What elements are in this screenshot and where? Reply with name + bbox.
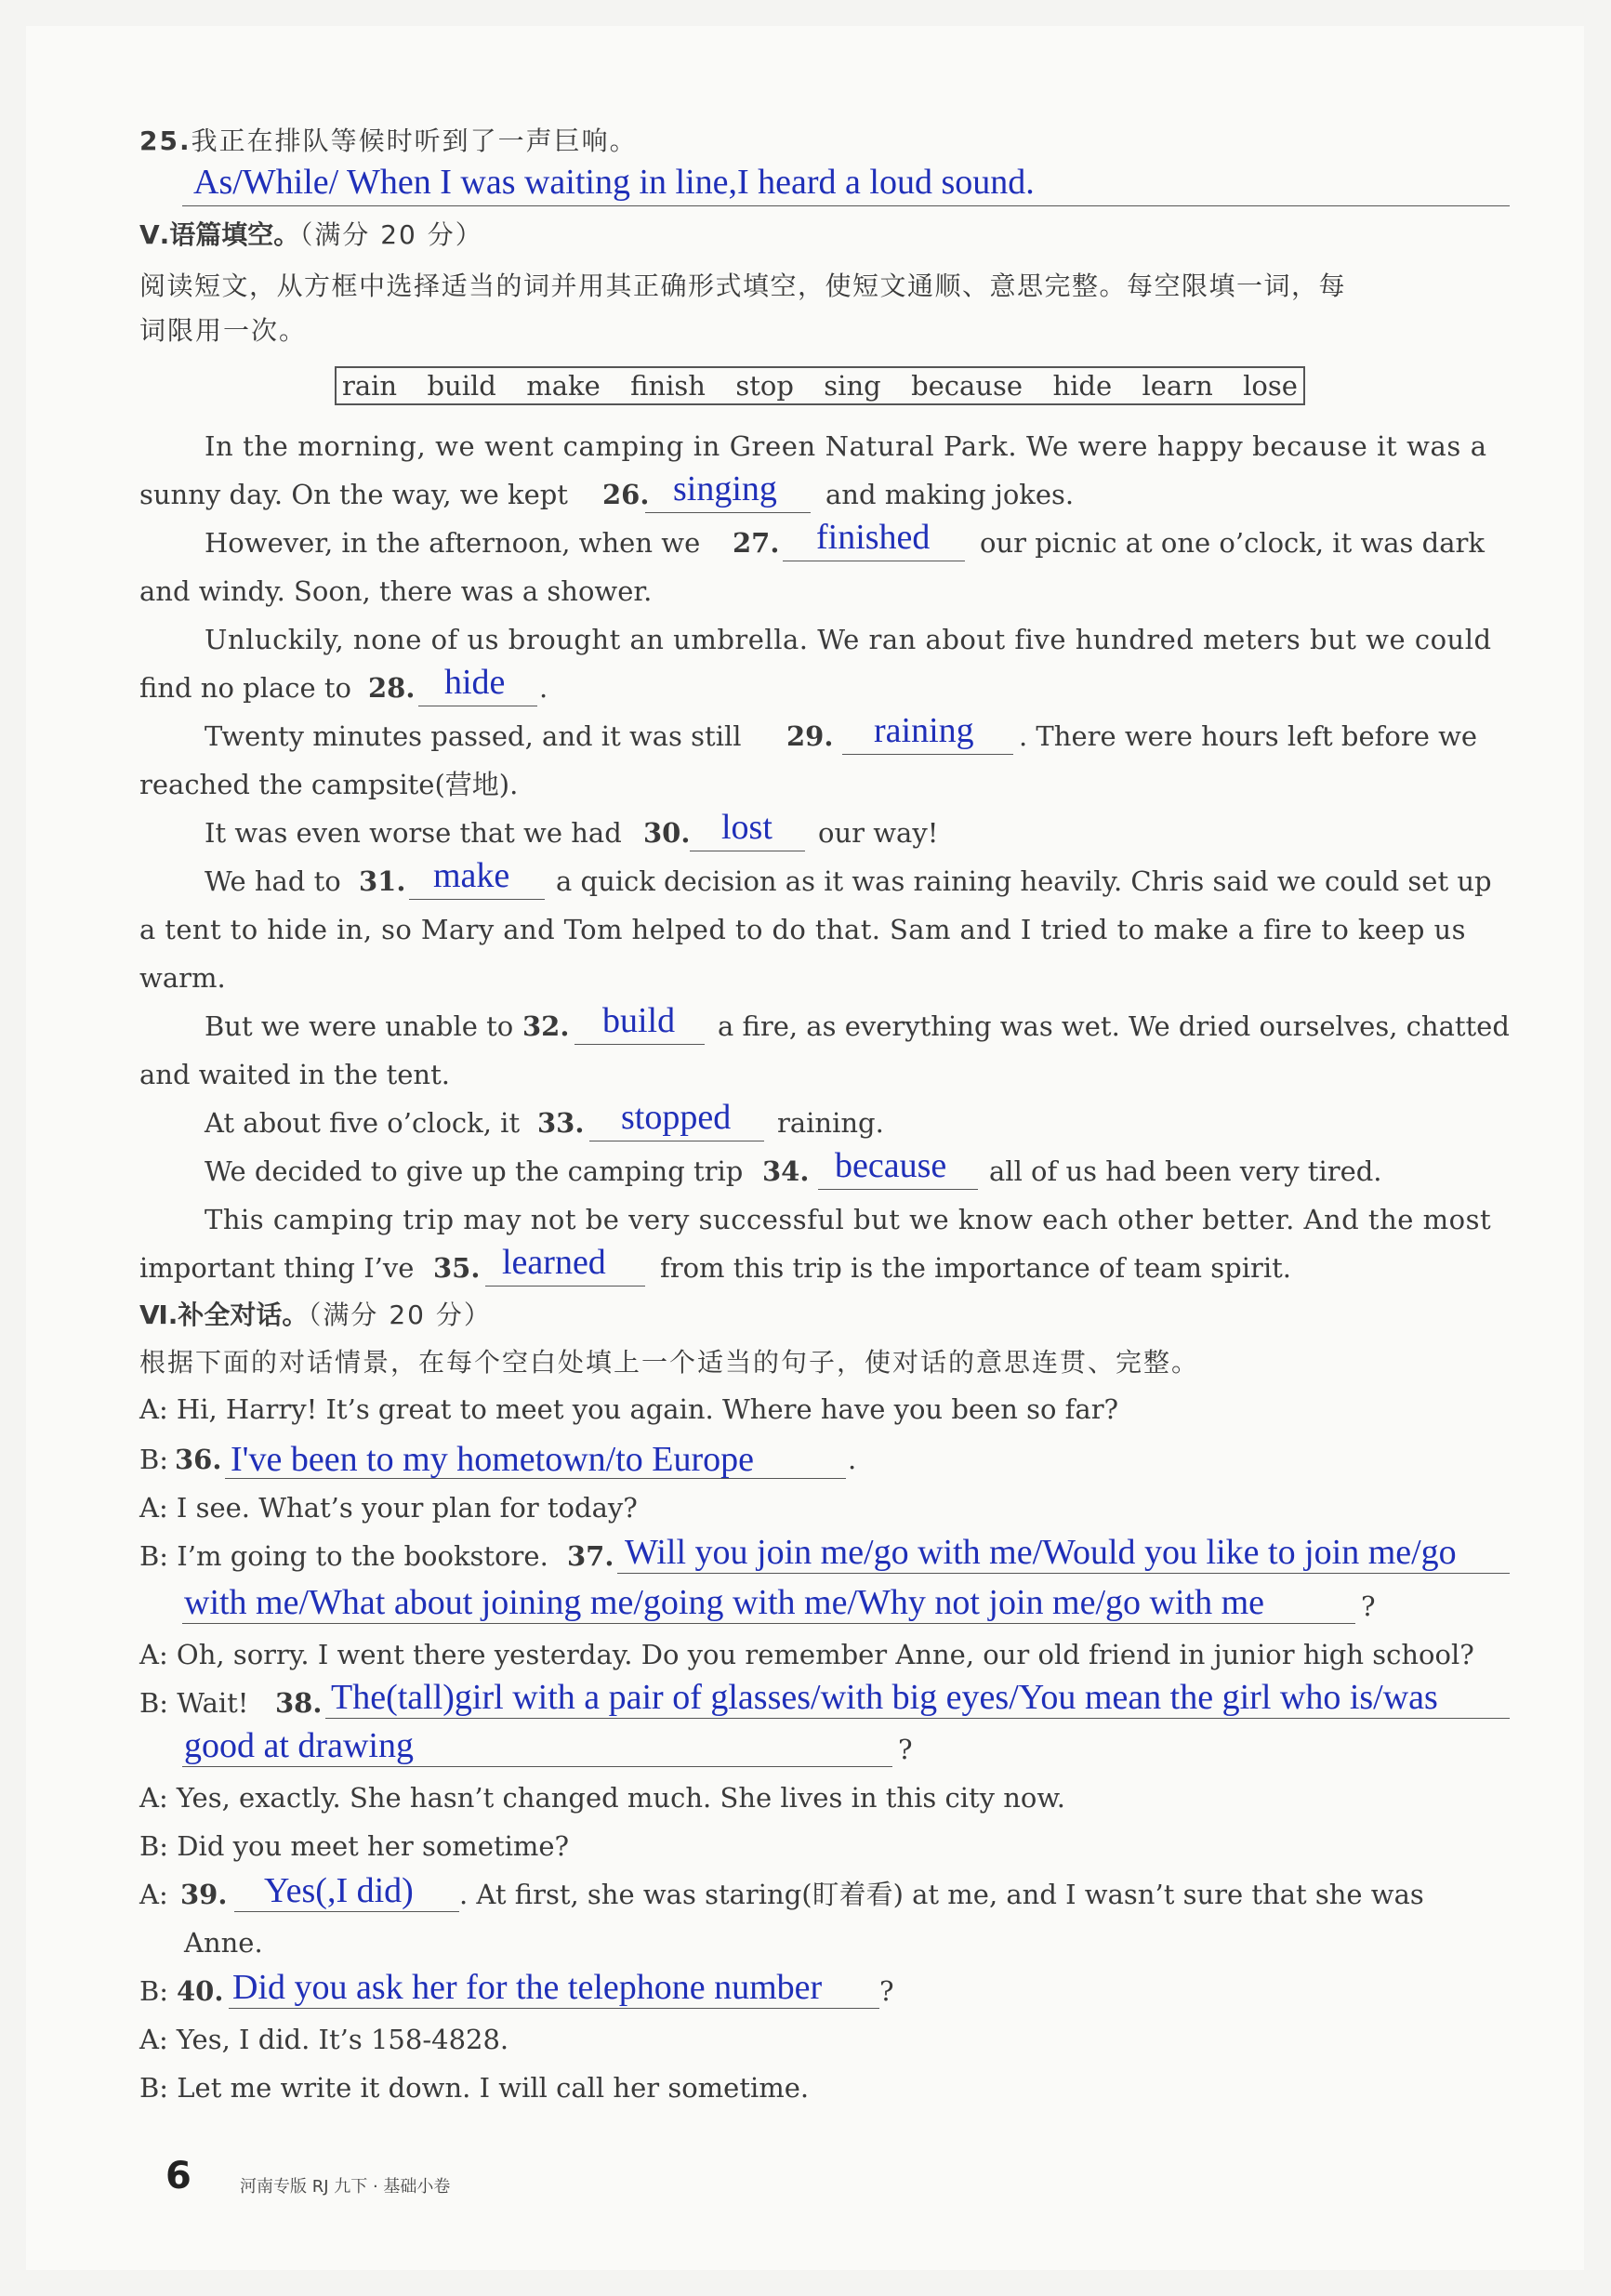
- blank-35-line: [485, 1286, 645, 1287]
- blank-37-line-1: [617, 1573, 1510, 1574]
- passage-line: Twenty minutes passed, and it was still: [205, 720, 742, 752]
- passage-line: We had to: [205, 865, 341, 897]
- blank-33-number: 33.: [537, 1107, 585, 1139]
- dialog-speaker: B: Wait!: [139, 1687, 249, 1719]
- blank-38-line-2: [182, 1766, 892, 1767]
- passage-line: Unluckily, none of us brought an umbrella. We ran about five hundred meters but we could: [205, 624, 1492, 655]
- page-number: 6: [165, 2155, 191, 2197]
- section6-title: Ⅵ.补全对话。: [139, 1300, 309, 1330]
- word-box-item: learn: [1142, 370, 1213, 402]
- passage-line: and making jokes.: [825, 479, 1075, 510]
- word-box-item: stop: [735, 370, 794, 402]
- blank-34-answer: because: [835, 1146, 947, 1185]
- blank-26-line: [645, 512, 811, 513]
- passage-line: It was even worse that we had: [205, 817, 622, 849]
- blank-38-answer-2: good at drawing: [184, 1726, 414, 1765]
- blank-31-line: [409, 899, 545, 900]
- blank-26-number: 26.: [602, 479, 650, 510]
- passage-line: raining.: [777, 1107, 884, 1139]
- blank-34-line: [818, 1189, 978, 1190]
- passage-line: and waited in the tent.: [139, 1059, 450, 1090]
- dialog-line: A: Oh, sorry. I went there yesterday. Do you remember Anne, our old friend in junior high school?: [139, 1639, 1474, 1670]
- blank-39-number: 39.: [180, 1879, 228, 1910]
- dialog-line: ?: [879, 1975, 894, 2007]
- blank-30-answer: lost: [721, 808, 772, 847]
- blank-32-line: [574, 1044, 705, 1045]
- dialog-line: A: Hi, Harry! It’s great to meet you again. Where have you been so far?: [139, 1393, 1119, 1425]
- blank-37-answer-1: Will you join me/go with me/Would you like to join me/go: [625, 1533, 1457, 1572]
- word-box-item: build: [427, 370, 496, 402]
- blank-37-number: 37.: [567, 1540, 614, 1572]
- blank-27-number: 27.: [733, 527, 780, 559]
- blank-38-number: 38.: [275, 1687, 323, 1719]
- passage-line: We decided to give up the camping trip: [205, 1155, 744, 1187]
- dialog-line: A: Yes, I did. It’s 158-4828.: [139, 2024, 509, 2055]
- section5-title: Ⅴ.语篇填空。: [139, 219, 300, 250]
- passage-line: a quick decision as it was raining heavily. Chris said we could set up: [556, 865, 1492, 897]
- footer-label: 河南专版 RJ 九下 · 基础小卷: [240, 2177, 451, 2197]
- section5-instruction-2: 词限用一次。: [139, 315, 308, 346]
- blank-39-line: [234, 1911, 459, 1912]
- section5-heading: [139, 216, 483, 254]
- blank-31-answer: make: [433, 856, 510, 895]
- section6-score: （满分 20 分）: [308, 1300, 492, 1330]
- passage-line: important thing I’ve: [139, 1252, 415, 1284]
- blank-26-answer: singing: [673, 469, 777, 508]
- blank-36-answer: I've been to my hometown/to Europe: [231, 1440, 754, 1479]
- word-box-item: sing: [824, 370, 881, 402]
- passage-line: from this trip is the importance of team spirit.: [660, 1252, 1292, 1284]
- blank-37-line-2: [182, 1623, 1355, 1624]
- blank-38-answer-1: The(tall)girl with a pair of glasses/with big eyes/You mean the girl who is/was: [331, 1678, 1438, 1717]
- blank-30-number: 30.: [643, 817, 691, 849]
- dialog-line: . At first, she was staring(盯着看) at me, and I wasn’t sure that she was: [459, 1879, 1424, 1910]
- passage-line: This camping trip may not be very successful but we know each other better. And the most: [205, 1204, 1492, 1235]
- passage-line: find no place to: [139, 672, 352, 704]
- blank-29-number: 29.: [786, 720, 834, 752]
- passage-line: .: [539, 672, 548, 704]
- dialog-line: ?: [1361, 1590, 1376, 1622]
- dialog-speaker: A:: [139, 1879, 168, 1910]
- blank-32-answer: build: [602, 1001, 676, 1040]
- passage-line: But we were unable to: [205, 1010, 514, 1042]
- word-box-item: rain: [342, 370, 398, 402]
- q25-number: 25.: [139, 125, 191, 156]
- section5-score: （满分 20 分）: [299, 219, 483, 250]
- dialog-line: B: Let me write it down. I will call her sometime.: [139, 2072, 810, 2104]
- word-box-item: make: [526, 370, 601, 402]
- section6-heading: [139, 1296, 492, 1334]
- word-box-item: lose: [1243, 370, 1298, 402]
- passage-line: At about five o’clock, it: [205, 1107, 521, 1139]
- dialog-line: Anne.: [184, 1927, 263, 1959]
- q25-prompt-line: [139, 123, 638, 160]
- blank-35-answer: learned: [502, 1243, 606, 1282]
- passage-line: a tent to hide in, so Mary and Tom helped to do that. Sam and I tried to make a fire to keep us: [139, 914, 1466, 945]
- dialog-line: .: [848, 1444, 857, 1475]
- passage-line: our way!: [818, 817, 939, 849]
- dialog-line: A: I see. What’s your plan for today?: [139, 1492, 638, 1524]
- word-box-item: finish: [630, 370, 706, 402]
- q25-answer: As/While/ When I was waiting in line,I heard a loud sound.: [193, 163, 1035, 202]
- blank-27-answer: finished: [816, 518, 931, 557]
- blank-38-line-1: [325, 1718, 1510, 1719]
- blank-29-answer: raining: [874, 711, 974, 750]
- blank-36-number: 36.: [175, 1444, 222, 1475]
- q25-answer-line: [182, 205, 1510, 206]
- dialog-speaker: B:: [139, 1444, 169, 1475]
- passage-line: . There were hours left before we: [1019, 720, 1478, 752]
- blank-28-number: 28.: [368, 672, 416, 704]
- blank-36-line: [225, 1478, 846, 1479]
- passage-line: reached the campsite(营地).: [139, 769, 519, 800]
- blank-37-answer-2: with me/What about joining me/going with me/Why not join me/go with me: [184, 1583, 1265, 1622]
- passage-line: sunny day. On the way, we kept: [139, 479, 568, 510]
- dialog-line: B: Did you meet her sometime?: [139, 1830, 570, 1862]
- blank-40-number: 40.: [177, 1975, 224, 2007]
- blank-32-number: 32.: [522, 1010, 570, 1042]
- passage-line: a fire, as everything was wet. We dried ourselves, chatted: [718, 1010, 1510, 1042]
- dialog-line: A: Yes, exactly. She hasn’t changed much. She lives in this city now.: [139, 1782, 1065, 1814]
- blank-34-number: 34.: [762, 1155, 810, 1187]
- blank-31-number: 31.: [359, 865, 406, 897]
- blank-40-answer: Did you ask her for the telephone number: [232, 1968, 823, 2007]
- blank-39-answer: Yes(,I did): [264, 1871, 414, 1910]
- passage-line: and windy. Soon, there was a shower.: [139, 575, 653, 607]
- word-box-item: hide: [1052, 370, 1113, 402]
- q25-prompt: 我正在排队等候时听到了一声巨响。: [191, 125, 638, 156]
- passage-line: all of us had been very tired.: [989, 1155, 1382, 1187]
- blank-28-answer: hide: [444, 663, 506, 702]
- word-box-item: because: [911, 370, 1023, 402]
- blank-40-line: [229, 2008, 879, 2009]
- passage-line: our picnic at one o’clock, it was dark: [980, 527, 1485, 559]
- passage-line: However, in the afternoon, when we: [205, 527, 701, 559]
- passage-line: warm.: [139, 962, 226, 994]
- blank-33-answer: stopped: [621, 1098, 732, 1137]
- word-box: [335, 366, 1305, 405]
- section5-instruction-1: 阅读短文，从方框中选择适当的词并用其正确形式填空，使短文通顺、意思完整。每空限填一词，每: [139, 271, 1347, 301]
- passage-line: In the morning, we went camping in Green Natural Park. We were happy because it was a: [205, 430, 1487, 462]
- dialog-speaker: B:: [139, 1975, 169, 2007]
- blank-29-line: [842, 754, 1013, 755]
- dialog-line: ?: [898, 1734, 913, 1765]
- blank-35-number: 35.: [433, 1252, 481, 1284]
- section6-instruction: 根据下面的对话情景，在每个空白处填上一个适当的句子，使对话的意思连贯、完整。: [139, 1347, 1200, 1378]
- dialog-speaker: B: I’m going to the bookstore.: [139, 1540, 548, 1572]
